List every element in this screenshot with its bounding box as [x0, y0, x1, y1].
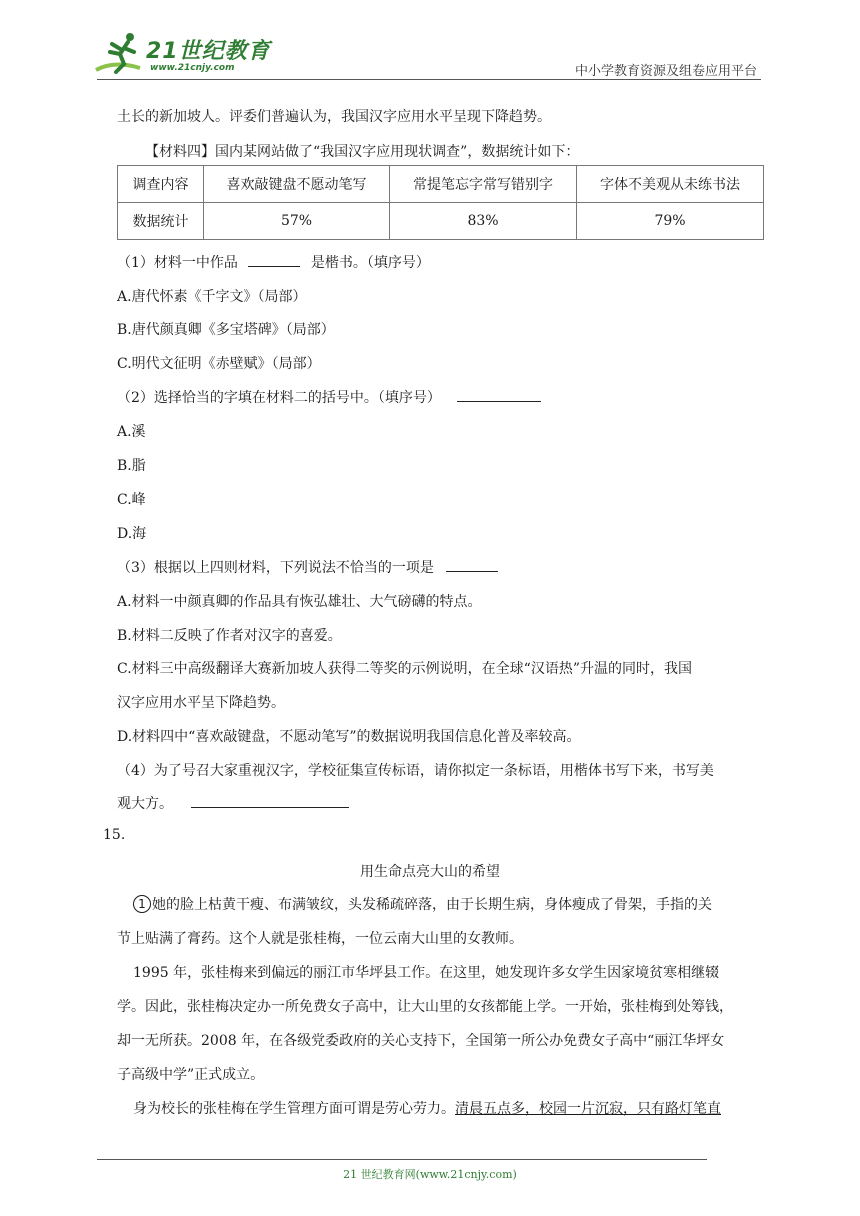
question-4-continued — [117, 793, 349, 813]
option-item: A.溪 — [117, 424, 146, 440]
option-item: B.材料二反映了作者对汉字的喜爱。 — [117, 628, 342, 644]
paragraph-line: 节上贴满了膏药。这个人就是张桂梅，一位云南大山里的女教师。 — [117, 931, 523, 947]
table-row — [118, 203, 764, 240]
article-title: 用生命点亮大山的希望 — [360, 864, 500, 880]
paragraph-line: 子高级中学”正式成立。 — [117, 1067, 265, 1083]
option-item: C.材料三中高级翻译大赛新加坡人获得二等奖的示例说明，在全球“汉语热”升温的同时，我国 — [117, 661, 692, 677]
logo-url: www.21cnjy.com — [150, 63, 235, 73]
question-3 — [117, 557, 498, 577]
option-item: C.峰 — [117, 492, 146, 508]
paragraph-line — [133, 1098, 721, 1118]
answer-blank[interactable] — [248, 252, 300, 267]
question-1 — [117, 252, 430, 272]
material-four-intro: 【材料四】国内某网站做了“我国汉字应用现状调查”，数据统计如下： — [145, 144, 580, 160]
table-cell: 79% — [577, 203, 764, 240]
question-number: 15. — [103, 827, 126, 843]
paragraph-text: 她的脸上枯黄干瘦、布满皱纹，头发稀疏碎落，由于长期生病，身体瘦成了骨架，手指的关 — [152, 897, 712, 913]
option-item: B.唐代颜真卿《多宝塔碑》（局部） — [117, 322, 335, 338]
text-line: 土长的新加坡人。评委们普遍认为，我国汉字应用水平呈现下降趋势。 — [117, 109, 551, 125]
question-2 — [117, 387, 541, 407]
runner-logo-icon — [94, 30, 154, 78]
platform-name: 中小学教育资源及组卷应用平台 — [574, 64, 757, 79]
option-item-continued: 汉字应用水平呈下降趋势。 — [117, 695, 285, 711]
question-text: （2）选择恰当的字填在材料二的括号中。（填序号） — [117, 390, 441, 406]
option-item: A.唐代怀素《千字文》（局部） — [117, 289, 307, 305]
table-cell: 常提笔忘字常写错别字 — [390, 166, 577, 203]
circled-number-icon: 1 — [133, 895, 151, 913]
table-cell: 调查内容 — [118, 166, 204, 203]
paragraph-line: 却一无所获。2008 年，在各级党委政府的关心支持下，全国第一所公办免费女子高中“丽江华坪女 — [117, 1033, 725, 1049]
table-cell: 83% — [390, 203, 577, 240]
table-cell: 喜欢敲键盘不愿动笔写 — [204, 166, 390, 203]
footer-divider — [97, 1159, 707, 1160]
footer-text: 21 世纪教育网(www.21cnjy.com) — [343, 1168, 517, 1181]
underlined-sentence: 清晨五点多，校园一片沉寂，只有路灯笔直 — [455, 1101, 721, 1117]
answer-blank[interactable] — [457, 387, 541, 402]
option-item: D.海 — [117, 526, 147, 542]
option-item: C.明代文征明《赤壁赋》（局部） — [117, 356, 321, 372]
logo-title: 21世纪教育 — [146, 39, 271, 64]
answer-blank[interactable] — [191, 793, 349, 808]
logo — [94, 30, 271, 80]
survey-table — [117, 165, 764, 240]
paragraph-line: 1995 年，张桂梅来到偏远的丽江市华坪县工作。在这里，她发现许多女学生因家境贫寒相继辍 — [133, 965, 720, 981]
table-cell: 57% — [204, 203, 390, 240]
table-cell: 字体不美观从未练书法 — [577, 166, 764, 203]
question-text: （1）材料一中作品 — [117, 255, 238, 271]
table-row — [118, 166, 764, 203]
question-text: 观大方。 — [117, 796, 173, 812]
table-cell: 数据统计 — [118, 203, 204, 240]
question-text: （3）根据以上四则材料，下列说法不恰当的一项是 — [117, 560, 434, 576]
header-divider — [97, 79, 761, 80]
answer-blank[interactable] — [446, 557, 498, 572]
question-4: （4）为了号召大家重视汉字，学校征集宣传标语，请你拟定一条标语，用楷体书写下来，书写美 — [117, 763, 714, 779]
paragraph-line: 学。因此，张桂梅决定办一所免费女子高中，让大山里的女孩都能上学。一开始，张桂梅到处筹钱， — [117, 999, 733, 1015]
option-item: D.材料四中“喜欢敲键盘，不愿动笔写”的数据说明我国信息化普及率较高。 — [117, 729, 581, 745]
option-item: B.脂 — [117, 458, 146, 474]
question-text: 是楷书。（填序号） — [310, 255, 430, 271]
option-item: A.材料一中颜真卿的作品具有恢弘雄壮、大气磅礴的特点。 — [117, 594, 482, 610]
paragraph-text: 身为校长的张桂梅在学生管理方面可谓是劳心劳力。 — [133, 1101, 455, 1117]
paragraph-line — [133, 894, 712, 914]
